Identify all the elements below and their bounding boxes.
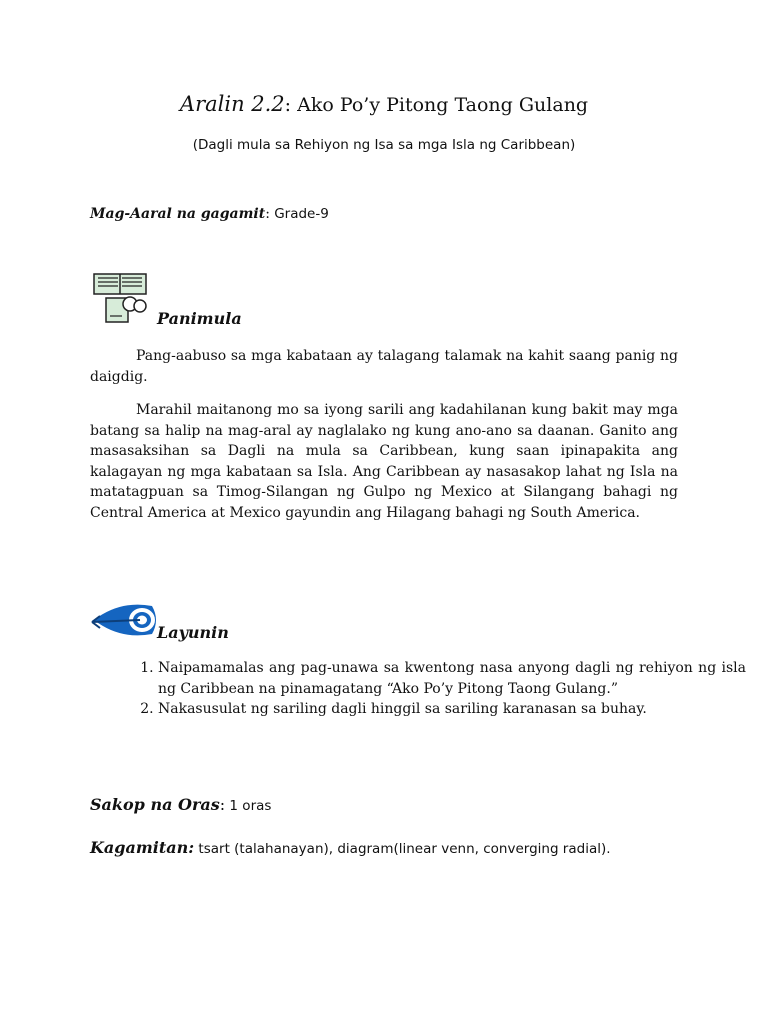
panimula-paragraph-1-text: Pang-aabuso sa mga kabataan ay talagang talamak na kahit saang panig ng daigdig.	[90, 348, 678, 385]
grade-line	[90, 206, 329, 222]
sakop-line	[90, 795, 271, 814]
panimula-heading: Panimula	[157, 309, 242, 328]
kagamitan-value: tsart (talahanayan), diagram(linear venn, converging radial).	[194, 841, 611, 857]
objective-item-2: 2. Nakasusulat ng sariling dagli hinggil sa sariling karanasan sa buhay.	[158, 699, 746, 720]
grade-value: Grade-9	[269, 206, 329, 222]
lesson-title: : Ako Po’y Pitong Taong Gulang	[284, 94, 589, 116]
kagamitan-label: Kagamitan:	[90, 838, 195, 857]
page-subtitle: (Dagli mula sa Rehiyon ng Isa sa mga Isla ng Caribbean)	[192, 137, 576, 153]
panimula-paragraph-1	[90, 346, 678, 387]
panimula-paragraph-2	[90, 400, 678, 523]
target-arrow-icon	[90, 598, 160, 646]
sakop-value: 1 oras	[225, 798, 272, 814]
sakop-label: Sakop na Oras	[90, 795, 220, 814]
page-title	[0, 92, 768, 116]
book-and-person-icon	[92, 270, 154, 330]
kagamitan-line	[90, 838, 611, 857]
sakop-separator: :	[219, 795, 226, 814]
panimula-paragraph-2-text: Marahil maitanong mo sa iyong sarili ang kadahilanan kung bakit may mga batang sa halip na mag-aral ay naglalako ng kung ano-ano sa daanan. Ganito ang masasaksihan sa Dagli na mula sa Caribbean, kung saan ipinapakita ang kalagayan ng mga kabataan sa Isla. Ang Caribbean ay nasasakop lahat ng Isla na matatagpuan sa Timog-Silangan ng Gulpo ng Mexico at Silangang bahagi ng Central America at Mexico gayundin ang Hilagang bahagi ng South America.	[90, 402, 678, 521]
objective-item-1: 1. Naipamamalas ang pag-unawa sa kwentong nasa anyong dagli ng rehiyon ng isla ng Caribbean na pinamagatang “Ako Po’y Pitong Taong Gulang.”	[158, 658, 746, 699]
grade-separator: :	[265, 206, 270, 222]
objectives-list	[90, 658, 746, 720]
lesson-number: Aralin 2.2	[179, 92, 285, 116]
layunin-heading: Layunin	[157, 623, 229, 642]
grade-label: Mag-Aaral na gagamit	[90, 206, 266, 222]
